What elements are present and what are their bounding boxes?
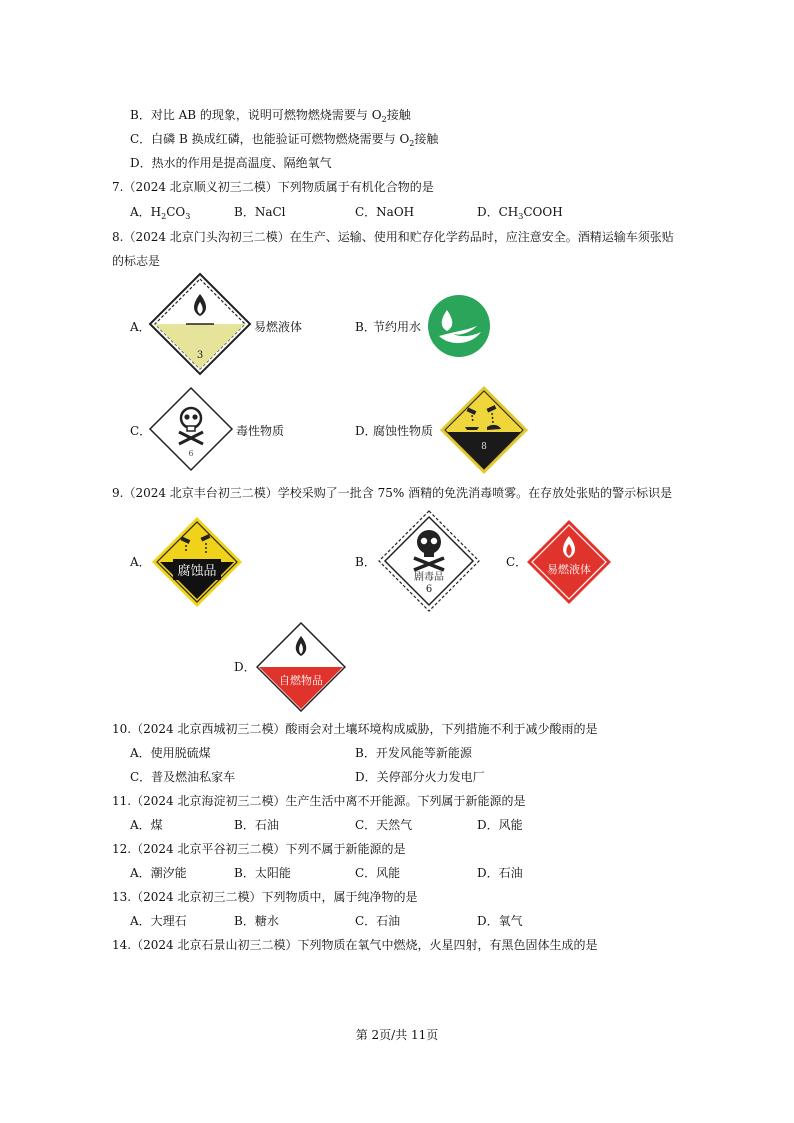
q7-option-c: C．NaOH	[355, 205, 415, 219]
q11-option-b: B．石油	[234, 818, 279, 832]
sign-label-spontaneous: 自燃物品	[279, 674, 323, 687]
q8-option-c-label: 毒性物质	[236, 424, 285, 438]
q11-option-a: A．煤	[130, 818, 163, 832]
q13-option-d: D．氧气	[477, 914, 523, 928]
q10-option-c: C．普及燃油私家车	[130, 770, 236, 784]
q9-option-b-letter: B．	[355, 555, 376, 569]
q7-option-b: B．NaCl	[234, 205, 286, 219]
q11-option-c: C．天然气	[355, 818, 413, 832]
q10-option-d: D．关停部分火力发电厂	[355, 770, 485, 784]
q8-option-a-letter: A．	[130, 320, 151, 334]
highly-toxic-sign	[378, 510, 480, 612]
page-footer: 第 2页/共 11页	[355, 1028, 439, 1042]
q13-option-b: B．糖水	[234, 914, 279, 928]
sign-number-3: 3	[196, 350, 204, 361]
q13-option-c: C．石油	[355, 914, 401, 928]
sign-label-toxic: 剧毒品	[414, 572, 444, 583]
flammable-liquid-sign	[148, 272, 252, 376]
q10-stem: 10.（2024 北京西城初三二模）酸雨会对土壤环境构成威胁，下列措施不利于减少酸雨的是	[112, 722, 598, 736]
q7-stem: 7.（2024 北京顺义初三二模）下列物质属于有机化合物的是	[112, 180, 434, 194]
q6-option-c: C．白磷 B 换成红磷，也能验证可燃物燃烧需要与 $O_2$接触	[130, 132, 439, 148]
water-saving-icon	[427, 294, 491, 358]
q6-option-b: B．对比 AB 的现象，说明可燃物燃烧需要与 $O_2$接触	[130, 108, 411, 124]
q8-option-b-letter: B．	[355, 320, 376, 334]
q7-option-d: D．$CH_3COOH$	[477, 205, 563, 221]
q8-option-c-letter: C．	[130, 424, 152, 438]
spontaneous-combustion-sign	[256, 622, 346, 712]
q11-stem: 11.（2024 北京海淀初三二模）生产生活中离不开能源。下列属于新能源的是	[112, 794, 526, 808]
q7-option-a: A．$H_2CO_3$	[130, 205, 191, 221]
q9-option-d-letter: D．	[234, 660, 256, 674]
q13-stem: 13.（2024 北京初三二模）下列物质中，属于纯净物的是	[112, 890, 418, 904]
q8-option-d-label: 腐蚀性物质	[373, 424, 434, 438]
q8-stem-line1: 8.（2024 北京门头沟初三二模）在生产、运输、使用和贮存化学药品时，应注意安全。酒精运输车须张贴	[112, 230, 674, 244]
q12-option-d: D．石油	[477, 866, 523, 880]
q10-option-a: A．使用脱硫煤	[130, 746, 211, 760]
q9-stem: 9.（2024 北京丰台初三二模）学校采购了一批含 75% 酒精的免洗消毒喷雾。在存放处张贴的警示标识是	[112, 486, 673, 500]
q12-stem: 12.（2024 北京平谷初三二模）下列不属于新能源的是	[112, 842, 406, 856]
corrosive-substance-sign	[439, 385, 529, 475]
q8-option-b-label: 节约用水	[373, 320, 422, 334]
flammable-liquid-red-sign	[526, 519, 612, 605]
q12-option-b: B．太阳能	[234, 866, 291, 880]
sign-label-flammable: 易燃液体	[547, 563, 591, 576]
q12-option-c: C．风能	[355, 866, 401, 880]
q8-option-d-letter: D．	[355, 424, 377, 438]
sign-number-6: 6	[425, 584, 433, 595]
corrosive-goods-sign	[151, 516, 243, 608]
sign-number-6: 6	[188, 449, 194, 458]
q10-option-b: B．开发风能等新能源	[355, 746, 472, 760]
q8-stem-line2: 的标志是	[112, 254, 161, 268]
toxic-substance-sign	[148, 386, 234, 472]
q14-stem: 14.（2024 北京石景山初三二模）下列物质在氧气中燃烧，火星四射，有黑色固体生成的是	[112, 938, 598, 952]
q9-option-a-letter: A．	[130, 555, 151, 569]
sign-number-8: 8	[481, 442, 487, 452]
q13-option-a: A．大理石	[130, 914, 187, 928]
q8-option-a-label: 易燃液体	[254, 320, 303, 334]
q12-option-a: A．潮汐能	[130, 866, 187, 880]
q6-option-d: D．热水的作用是提高温度、隔绝氧气	[130, 156, 332, 170]
sign-label-corrosive: 腐蚀品	[177, 564, 217, 579]
q9-option-c-letter: C．	[506, 555, 528, 569]
q11-option-d: D．风能	[477, 818, 523, 832]
